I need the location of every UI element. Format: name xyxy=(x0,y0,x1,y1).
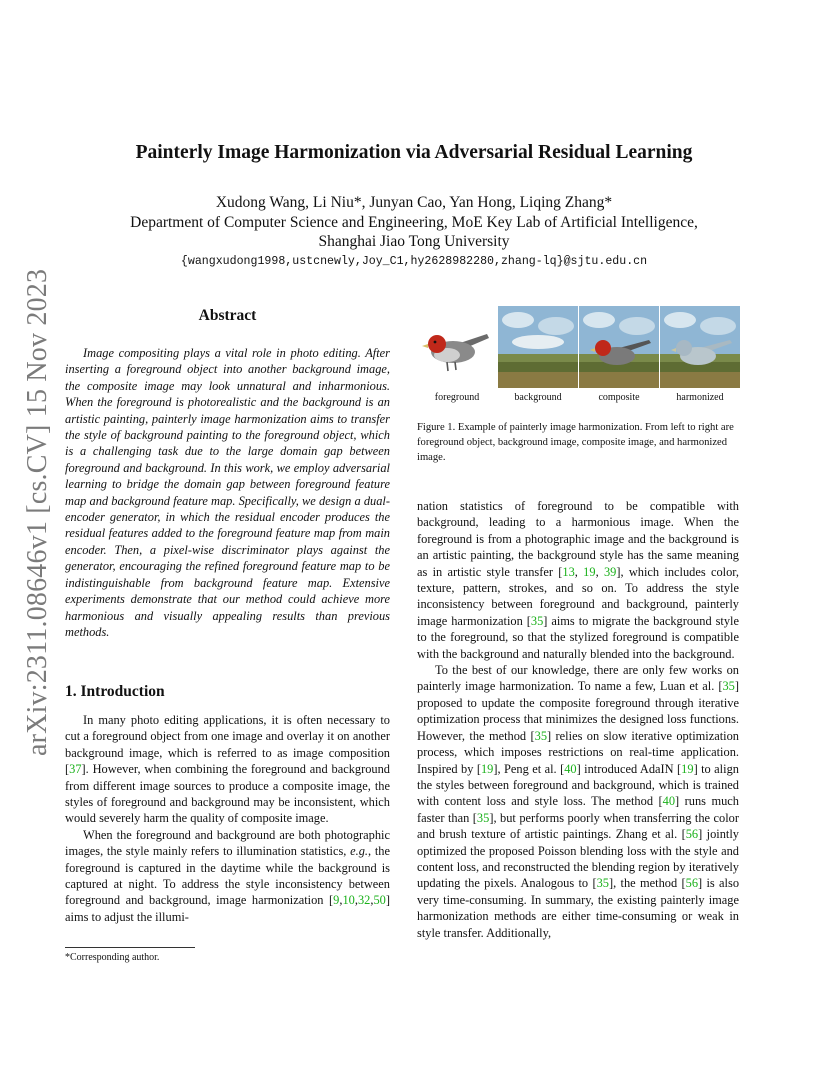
citation-link[interactable]: 39 xyxy=(603,564,617,579)
author-block xyxy=(0,193,828,252)
citation-link[interactable]: 40 xyxy=(662,794,676,809)
label-foreground: foreground xyxy=(434,392,480,403)
text-run: ] jointly optimized the proposed Poisson blending loss with the style and content loss, and reconstructed the blending region by iteratively updating the pixels. Analogous to [ xyxy=(417,827,739,891)
arxiv-side-label: arXiv:2311.08646v1 [cs.CV] 15 Nov 2023 xyxy=(22,268,53,756)
text-run: ] to align the styles between foreground and background, which is trained with content loss and style loss. The method [ xyxy=(417,761,739,809)
citation-link[interactable]: 13 xyxy=(562,564,575,579)
label-composite: composite xyxy=(598,392,640,403)
affiliation-line-1: Department of Computer Science and Engineering, MoE Key Lab of Artificial Intelligence, xyxy=(130,213,698,231)
abstract-heading: Abstract xyxy=(198,307,257,324)
text-run: ], the method [ xyxy=(608,876,686,891)
citation-link[interactable]: 32 xyxy=(357,893,371,908)
citation-link[interactable]: 35 xyxy=(530,613,544,628)
abstract-paragraph: Image compositing plays a vital role in photo editing. After inserting a foreground object into another background image, the composite image may look unnatural and inharmonious. When the foreground is photorealistic and the background is an artistic painting, painterly image harmonization aims to transfer the style of background painting to the foreground object, which is a challenging task due to the large domain gap between foreground and background. In this work, we employ adversarial learning to bridge the domain gap between foreground feature map and background feature map. Specifically, we design a dual-encoder generator, in which the residual encoder produces the residual features added to the foreground feature map from main encoder. Then, a pixel-wise discriminator plays against the generator, encouraging the refined foreground feature map to be indistinguishable from background feature map. Extensive experiments demonstrate that our method could achieve more harmonious and visually appealing results than previous methods. xyxy=(65,346,390,639)
text-run: ], but performs poorly when transferring the color and brush texture of artistic paintings. Zhang et al. [ xyxy=(417,810,739,842)
citation-link[interactable]: 35 xyxy=(534,728,548,743)
text-run: ] aims to migrate the background style to the foreground, so that the stylized foreground is compatible with the background and naturally blended into the background. xyxy=(417,613,739,661)
text-run: To the best of our knowledge, there are only few works on painterly image harmonization. To name a few, Luan et al. [ xyxy=(417,663,739,694)
footnote-rule xyxy=(65,947,195,948)
citation-link[interactable]: 56 xyxy=(685,876,699,891)
painting-illustration xyxy=(498,306,578,388)
text-run: ]. However, when combining the foreground and background from different image sources to produce a composite image, the styles of foreground and background may be inconsistent, which would severely harm the quality of composite image. xyxy=(65,762,390,826)
citation-link[interactable]: 9 xyxy=(333,893,340,908)
text-run: ], which includes color, texture, pattern, strokes, and so on. To address the style inconsistency between foreground and background, painterly image harmonization [ xyxy=(417,564,739,628)
author-emails: {wangxudong1998,ustcnewly,Joy_C1,hy2628982280,zhang-lq}@sjtu.edu.cn xyxy=(180,255,648,268)
introduction-heading: 1. Introduction xyxy=(65,683,165,700)
text-run: ] aims to adjust the illumi- xyxy=(65,893,390,924)
citation-link[interactable]: 50 xyxy=(373,893,386,908)
text-run: In many photo editing applications, it is often necessary to cut a foreground object from one image and overlay it on another background image, which is referred to as image composition [ xyxy=(65,713,390,777)
text-run: ], Peng et al. [ xyxy=(493,761,565,776)
figure-1 xyxy=(417,306,739,388)
text-run: When the foreground and background are both photographic images, the style mainly refers to illumination statistics, xyxy=(65,827,390,859)
citation-link[interactable]: 10 xyxy=(342,893,355,908)
background-image xyxy=(498,306,578,388)
text-run: ] proposed to update the composite foreground through iterative optimization process that minimizes the designed loss functions. However, the method [ xyxy=(417,679,739,743)
figure-labels xyxy=(417,392,739,406)
figure-caption: Figure 1. Example of painterly image harmonization. From left to right are foreground object, background image, composite image, and harmonized image. xyxy=(417,422,734,463)
text-run: ] introduced AdaIN [ xyxy=(576,761,682,776)
citation-link[interactable]: 19 xyxy=(681,761,694,776)
text-run: ] runs much faster than [ xyxy=(417,794,739,825)
footnote: *Corresponding author. xyxy=(65,952,160,963)
label-background: background xyxy=(514,392,562,403)
intro-paragraph-2: When the foreground and background are both photographic images, the style mainly refers to illumination statistics, e.g., the foreground is captured in the daytime while the background is captured at night. To address the style inconsistency between foreground and background, image harmonization [9,10,32,50] aims to adjust the illumi- xyxy=(65,827,390,924)
harmonized-image xyxy=(660,306,740,388)
label-harmonized: harmonized xyxy=(676,392,724,403)
composite-illustration xyxy=(579,306,659,388)
citation-link[interactable]: 35 xyxy=(722,679,735,694)
author-list: Xudong Wang, Li Niu*, Junyan Cao, Yan Hong, Liqing Zhang* xyxy=(215,194,613,211)
citation-link[interactable]: 56 xyxy=(685,827,699,842)
paper-title: Painterly Image Harmonization via Adversarial Residual Learning xyxy=(135,142,693,163)
intro-paragraph-1 xyxy=(65,712,390,827)
right-column-text xyxy=(417,498,739,941)
abstract-text xyxy=(65,345,390,640)
citation-link[interactable]: 19 xyxy=(583,564,596,579)
citation-link[interactable]: 35 xyxy=(596,876,609,891)
right-paragraph-2 xyxy=(417,662,739,941)
citation-link[interactable]: 19 xyxy=(480,761,494,776)
text-run-italic: e.g. xyxy=(350,844,369,859)
introduction-text xyxy=(65,712,390,925)
citation-link[interactable]: 35 xyxy=(476,810,490,825)
harmonized-illustration xyxy=(660,306,740,388)
text-run: ] relies on slow iterative optimization process, which imposes restrictions on real-time application. Inspired by [ xyxy=(417,728,739,776)
composite-image xyxy=(579,306,659,388)
foreground-image xyxy=(417,306,497,388)
citation-link[interactable]: 40 xyxy=(564,761,577,776)
citation-link[interactable]: 37 xyxy=(69,762,82,777)
text-run: nation statistics of foreground to be compatible with background, leading to a harmonious image. When the foreground is from a photographic image and the background is an artistic painting, the background style has the same meaning as in artistic style transfer [ xyxy=(417,499,739,579)
text-run: ] is also very time-consuming. In summary, the existing painterly image harmonization methods are either time-consuming or weak in style transfer. Additionally, xyxy=(417,876,740,940)
bird-illustration xyxy=(417,306,497,388)
affiliation-line-2: Shanghai Jiao Tong University xyxy=(318,233,510,250)
right-paragraph-1: nation statistics of foreground to be compatible with background, leading to a harmonious image. When the foreground is from a photographic image and the background is an artistic painting, the background style has the same meaning as in artistic style transfer [13, 19, 39], which includes color, texture, pattern, strokes, and so on. To address the style inconsistency between foreground and background, painterly image harmonization [35] aims to migrate the background style to the foreground, so that the stylized foreground is compatible with the background and naturally blended into the background. xyxy=(417,499,739,661)
text-run: , the foreground is captured in the daytime while the background is captured at night. To address the style inconsistency between foreground and background, image harmonization [ xyxy=(65,844,390,908)
